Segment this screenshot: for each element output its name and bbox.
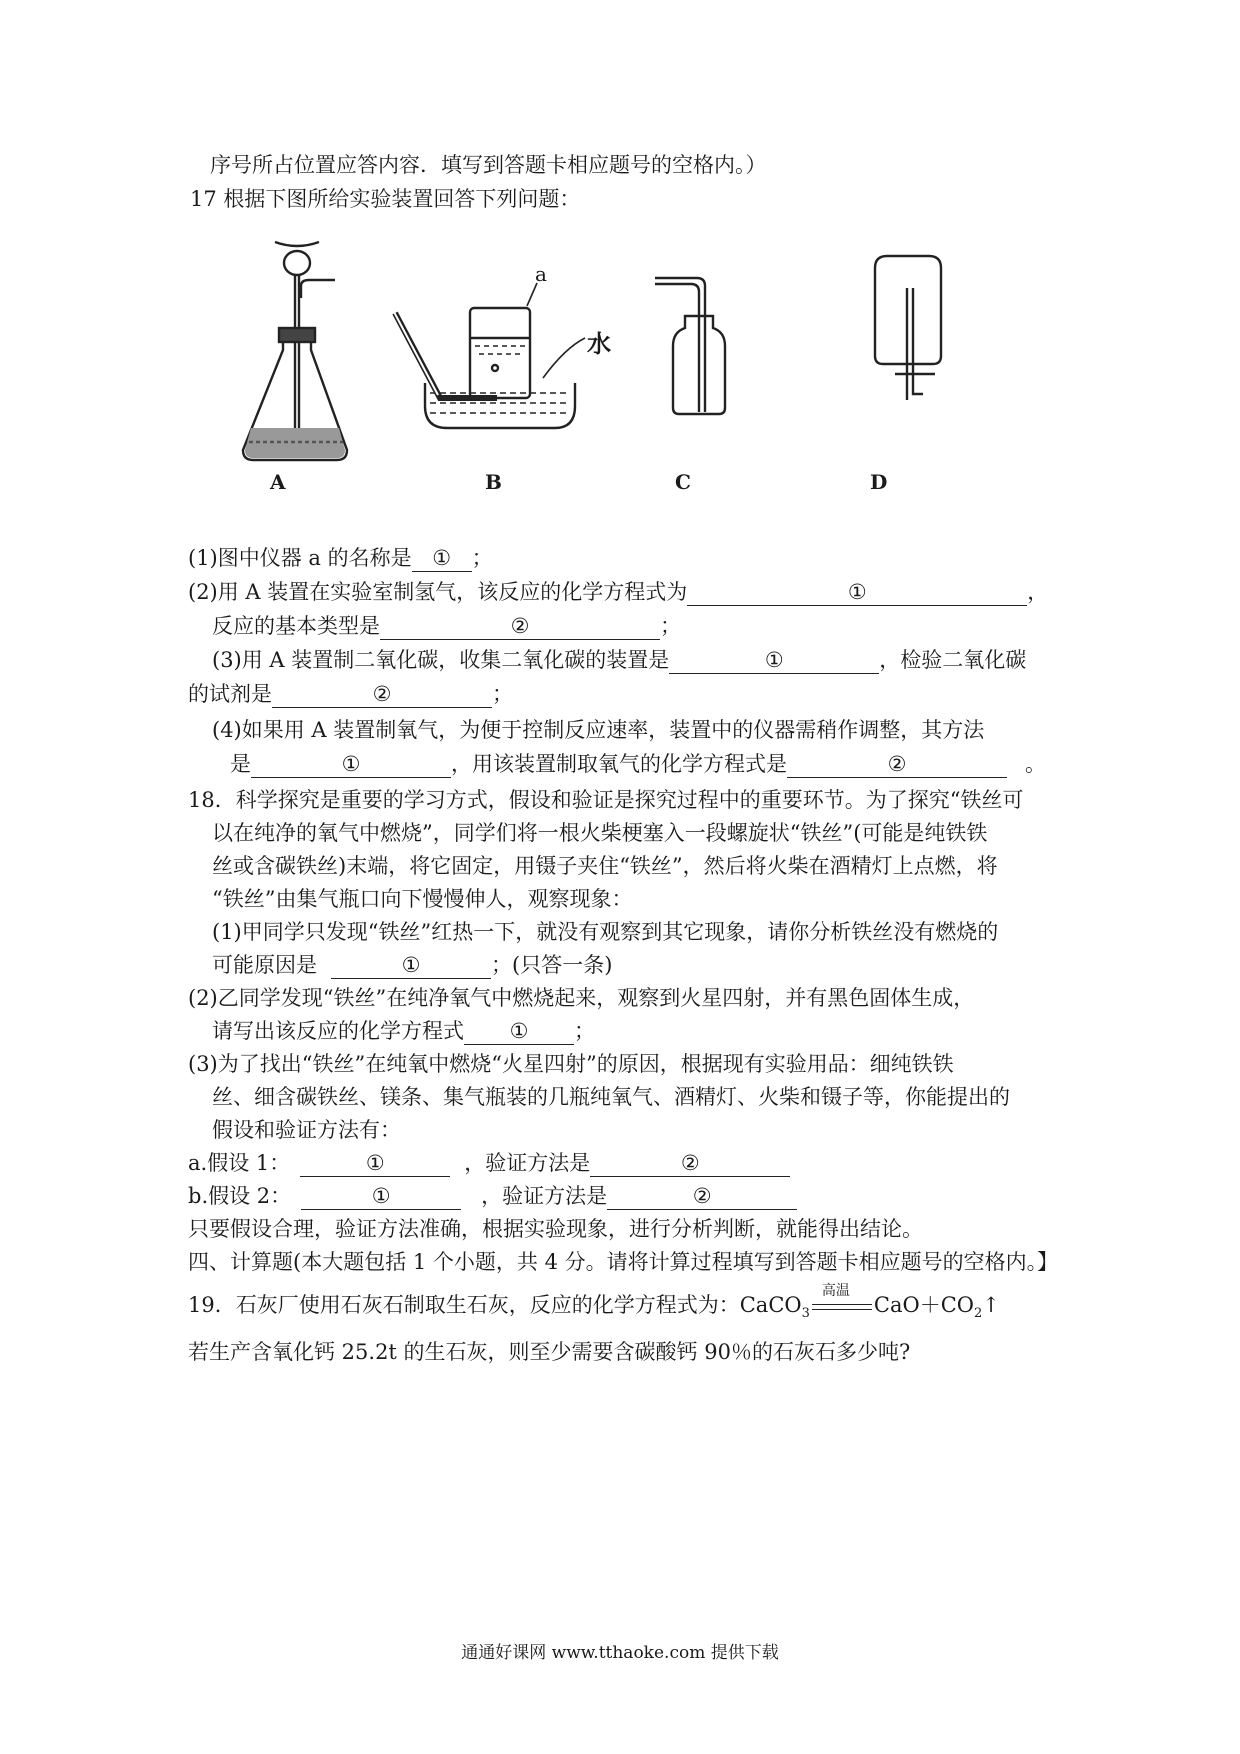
hypothesis-a: a.假设 1： ① ，验证方法是 ② [188,1148,790,1178]
label-instrument-a: a [535,262,547,286]
apparatus-figure [235,228,1035,508]
answer-blank[interactable]: ① [331,952,491,979]
answer-blank[interactable]: ① [669,647,879,674]
q18-sub3: (3)为了找出“铁丝”在纯氧中燃烧“火星四射”的原因，根据现有实验用品：细纯铁铁 [188,1052,954,1076]
q18-sub3-line2: 丝、细含碳铁丝、镁条、集气瓶装的几瓶纯氧气、酒精灯、火柴和镊子等，你能提出的 [212,1085,1010,1109]
apparatus-b [393,283,585,428]
q17-part2: (2)用 A 装置在实验室制氢气，该反应的化学方程式为 ① ， [188,580,1049,604]
q17-title: 17 根据下图所给实验装置回答下列问题： [190,187,581,211]
answer-blank[interactable]: ② [607,1183,797,1210]
intro-line: 序号所占位置应答内容．填写到答题卡相应题号的空格内。） [210,153,767,177]
answer-blank[interactable]: ② [590,1150,790,1177]
answer-blank[interactable]: ① [412,545,472,572]
answer-blank[interactable]: ② [380,613,660,640]
q19-line1: 19．石灰厂使用石灰石制取生石灰，反应的化学方程式为：CaCO$_3$ 高温 $CaO+CO_2↑$ [188,1282,1000,1322]
q18-line3: 丝或含碳铁丝)末端，将它固定，用镊子夹住“铁丝”，然后将火柴在酒精灯上点燃，将 [212,854,998,878]
q17-part1: (1)图中仪器 a 的名称是 ① ； [188,546,493,570]
hypothesis-b: b.假设 2： ① ，验证方法是 ② [188,1181,797,1211]
reaction-condition: 高温 [810,1295,874,1319]
q18-sub2-answer: 请写出该反应的化学方程式 ① ； [212,1019,595,1043]
apparatus-diagram [235,228,1035,508]
label-d: D [870,470,888,494]
footer-source: 通通好课网 www.tthaoke.com 提供下载 [461,1643,779,1663]
answer-blank[interactable]: ② [787,751,1007,778]
q18-sub2: (2)乙同学发现“铁丝”在纯净氧气中燃烧起来，观察到火星四射，并有黑色固体生成， [188,986,975,1010]
answer-blank[interactable]: ① [301,1183,461,1210]
answer-blank[interactable]: ① [300,1150,450,1177]
q18-line2: 以在纯净的氧气中燃烧”，同学们将一根火柴梗塞入一段螺旋状“铁丝”(可能是纯铁铁 [212,821,988,845]
answer-blank[interactable]: ① [687,579,1027,606]
q17-part2-type: 反应的基本类型是 ② ； [212,614,681,638]
q17-part3-reagent: 的试剂是 ② ； [188,682,513,706]
answer-blank[interactable]: ① [251,751,451,778]
answer-blank[interactable]: ② [272,681,492,708]
q17-part4-answer: 是 ① ，用该装置制取氧气的化学方程式是 ② 。 [230,752,1046,776]
q18-conclusion: 只要假设合理，验证方法准确，根据实验现象，进行分析判断，就能得出结论。 [188,1217,923,1241]
apparatus-d [875,256,941,400]
q18-sub1-answer: 可能原因是 ① ；(只答一条) [212,953,613,977]
answer-blank[interactable]: ① [464,1018,574,1045]
section4-title: 四、计算题(本大题包括 1 个小题，共 4 分。请将计算过程填写到答题卡相应题号的空格内。】 [188,1250,1059,1274]
label-c: C [675,470,691,494]
label-water: 水 [587,329,611,358]
q18-line4: “铁丝”由集气瓶口向下慢慢伸人，观察现象： [212,887,633,911]
q18-sub1: (1)甲同学只发现“铁丝”红热一下，就没有观察到其它现象，请你分析铁丝没有燃烧的 [212,920,999,944]
q17-part3: (3)用 A 装置制二氧化碳，收集二氧化碳的装置是 ① ，检验二氧化碳 [212,648,1027,672]
q19-line2: 若生产含氧化钙 25.2t 的生石灰，则至少需要含碳酸钙 90％的石灰石多少吨? [188,1340,911,1364]
q17-part4: (4)如果用 A 装置制氧气，为便于控制反应速率，装置中的仪器需稍作调整，其方法 [212,718,985,742]
q18-sub3-line3: 假设和验证方法有： [212,1118,401,1142]
apparatus-a [243,242,347,460]
label-b: B [485,470,502,494]
apparatus-c [655,278,725,414]
label-a: A [270,470,286,494]
q18-line1: 18．科学探究是重要的学习方式，假设和验证是探究过程中的重要环节。为了探究“铁丝可 [188,788,1024,812]
